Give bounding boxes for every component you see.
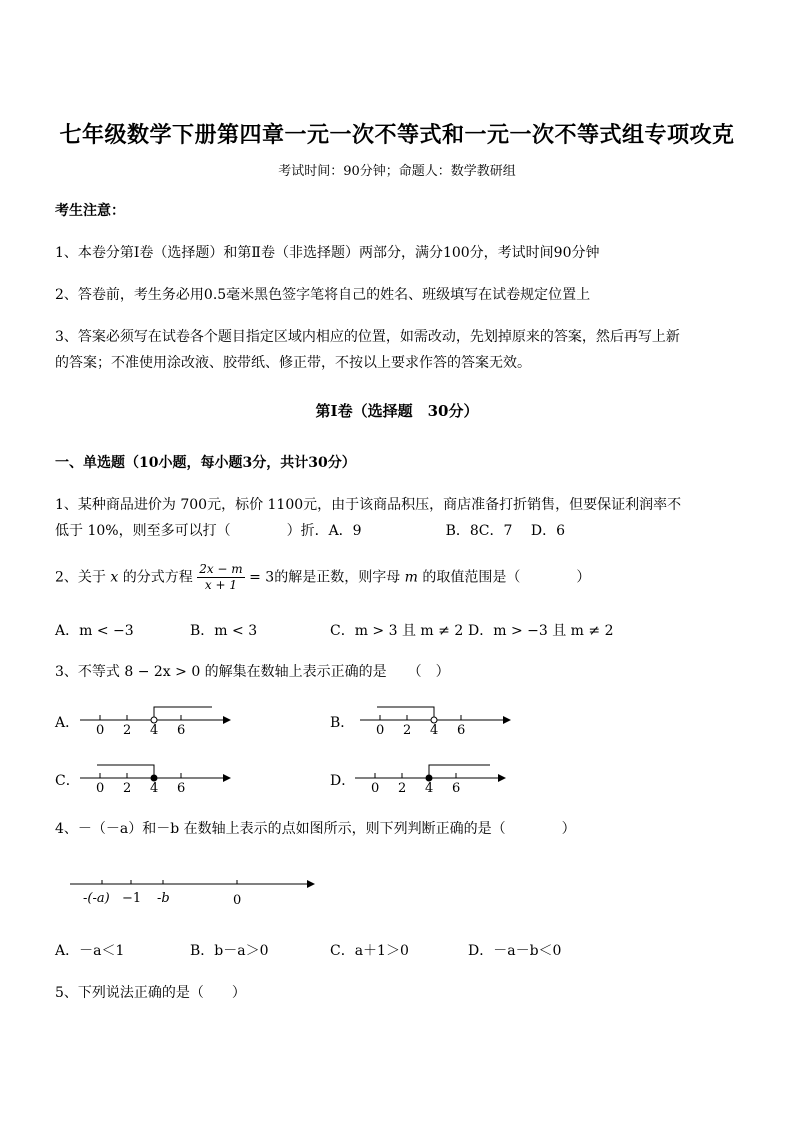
tick-label: 0 bbox=[96, 781, 105, 796]
question-3-option-a-label: A． bbox=[55, 715, 80, 731]
fraction-denominator: x + 1 bbox=[204, 578, 237, 592]
number-line-b bbox=[355, 700, 515, 740]
axis-label: 0 bbox=[233, 893, 242, 908]
axis-label: -(-a) bbox=[83, 891, 110, 906]
tick-label: 4 bbox=[150, 723, 159, 738]
tick-label: 6 bbox=[457, 723, 466, 738]
tick-label: 6 bbox=[452, 781, 461, 796]
question-1-line1: 1、某种商品进价为 700元，标价 1100元，由于该商品积压，商店准备打折销售，但要保证利润率不 bbox=[55, 497, 682, 513]
question-2-option-a: A．m < −3 bbox=[55, 623, 134, 639]
question-4-option-b: B．b－a＞0 bbox=[190, 943, 269, 959]
notice-heading: 考生注意： bbox=[55, 203, 125, 219]
tick-label: 6 bbox=[177, 723, 186, 738]
question-4-option-c: C．a＋1＞0 bbox=[330, 943, 409, 959]
tick-label: 4 bbox=[150, 781, 159, 796]
question-3-option-c-label: C． bbox=[55, 773, 80, 789]
question-2-option-c: C．m > 3 且 m ≠ 2 bbox=[330, 623, 464, 639]
question-2-prefix: 2、关于 bbox=[55, 569, 106, 586]
notice-item-1: 1、本卷分第Ⅰ卷（选择题）和第Ⅱ卷（非选择题）两部分，满分100分，考试时间90分钟 bbox=[55, 245, 600, 261]
question-2-stem bbox=[55, 562, 590, 593]
question-2-mid: 的分式方程 bbox=[122, 569, 193, 586]
exam-title: 七年级数学下册第四章一元一次不等式和一元一次不等式组专项攻克 bbox=[59, 122, 735, 148]
tick-label: 2 bbox=[123, 723, 132, 738]
question-3-option-b-label: B． bbox=[330, 715, 355, 731]
notice-item-2: 2、答卷前，考生务必用0.5毫米黑色签字笔将自己的姓名、班级填写在试卷规定位置上 bbox=[55, 287, 591, 303]
tick-label: 0 bbox=[371, 781, 380, 796]
notice-item-3-line1: 3、答案必须写在试卷各个题目指定区域内相应的位置，如需改动，先划掉原来的答案，然后再写上新 bbox=[55, 329, 680, 345]
question-4-option-d: D．－a－b＜0 bbox=[468, 943, 562, 959]
tick-label: 2 bbox=[123, 781, 132, 796]
number-line-c bbox=[75, 758, 235, 798]
section-title: 第Ⅰ卷（选择题 30分） bbox=[315, 402, 479, 420]
question-2-option-d: D．m > −3 且 m ≠ 2 bbox=[468, 623, 614, 639]
notice-item-3-line2: 的答案；不准使用涂改液、胶带纸、修正带，不按以上要求作答的答案无效。 bbox=[55, 355, 531, 371]
question-2-eq: = 3 bbox=[249, 569, 275, 586]
question-3-stem: 3、不等式 8 − 2x > 0 的解集在数轴上表示正确的是 （ ） bbox=[55, 664, 450, 680]
axis-label: −1 bbox=[122, 891, 142, 906]
question-2-suffix1: 的解是正数，则字母 bbox=[274, 569, 401, 586]
tick-label: 0 bbox=[376, 723, 385, 738]
axis-label: -b bbox=[157, 891, 170, 906]
tick-label: 0 bbox=[96, 723, 105, 738]
number-line-d bbox=[350, 758, 510, 798]
question-2-var-m: m bbox=[404, 569, 418, 586]
part-heading: 一、单选题（10小题，每小题3分，共计30分） bbox=[55, 455, 356, 471]
question-2-suffix2: 的取值范围是（ ） bbox=[422, 569, 591, 586]
question-5-stem: 5、下列说法正确的是（ ） bbox=[55, 985, 246, 1001]
question-2-fraction bbox=[197, 562, 244, 593]
question-4-stem: 4、－（－a）和－b 在数轴上表示的点如图所示，则下列判断正确的是（ ） bbox=[55, 821, 576, 837]
tick-label: 2 bbox=[403, 723, 412, 738]
tick-label: 4 bbox=[425, 781, 434, 796]
number-line-q4 bbox=[65, 870, 325, 910]
number-line-a bbox=[75, 700, 235, 740]
tick-label: 2 bbox=[398, 781, 407, 796]
question-1-line2: 低于 10%，则至多可以打（ ）折．A．9 B．8C．7 D．6 bbox=[55, 523, 565, 539]
question-2-var-x: x bbox=[110, 569, 119, 586]
question-4-option-a: A．－a＜1 bbox=[55, 943, 125, 959]
fraction-numerator: 2x − m bbox=[199, 562, 243, 576]
tick-label: 6 bbox=[177, 781, 186, 796]
question-2-option-b: B．m < 3 bbox=[190, 623, 258, 639]
question-3-option-d-label: D． bbox=[330, 773, 356, 789]
exam-subtitle: 考试时间：90分钟；命题人：数学教研组 bbox=[278, 164, 516, 179]
tick-label: 4 bbox=[430, 723, 439, 738]
